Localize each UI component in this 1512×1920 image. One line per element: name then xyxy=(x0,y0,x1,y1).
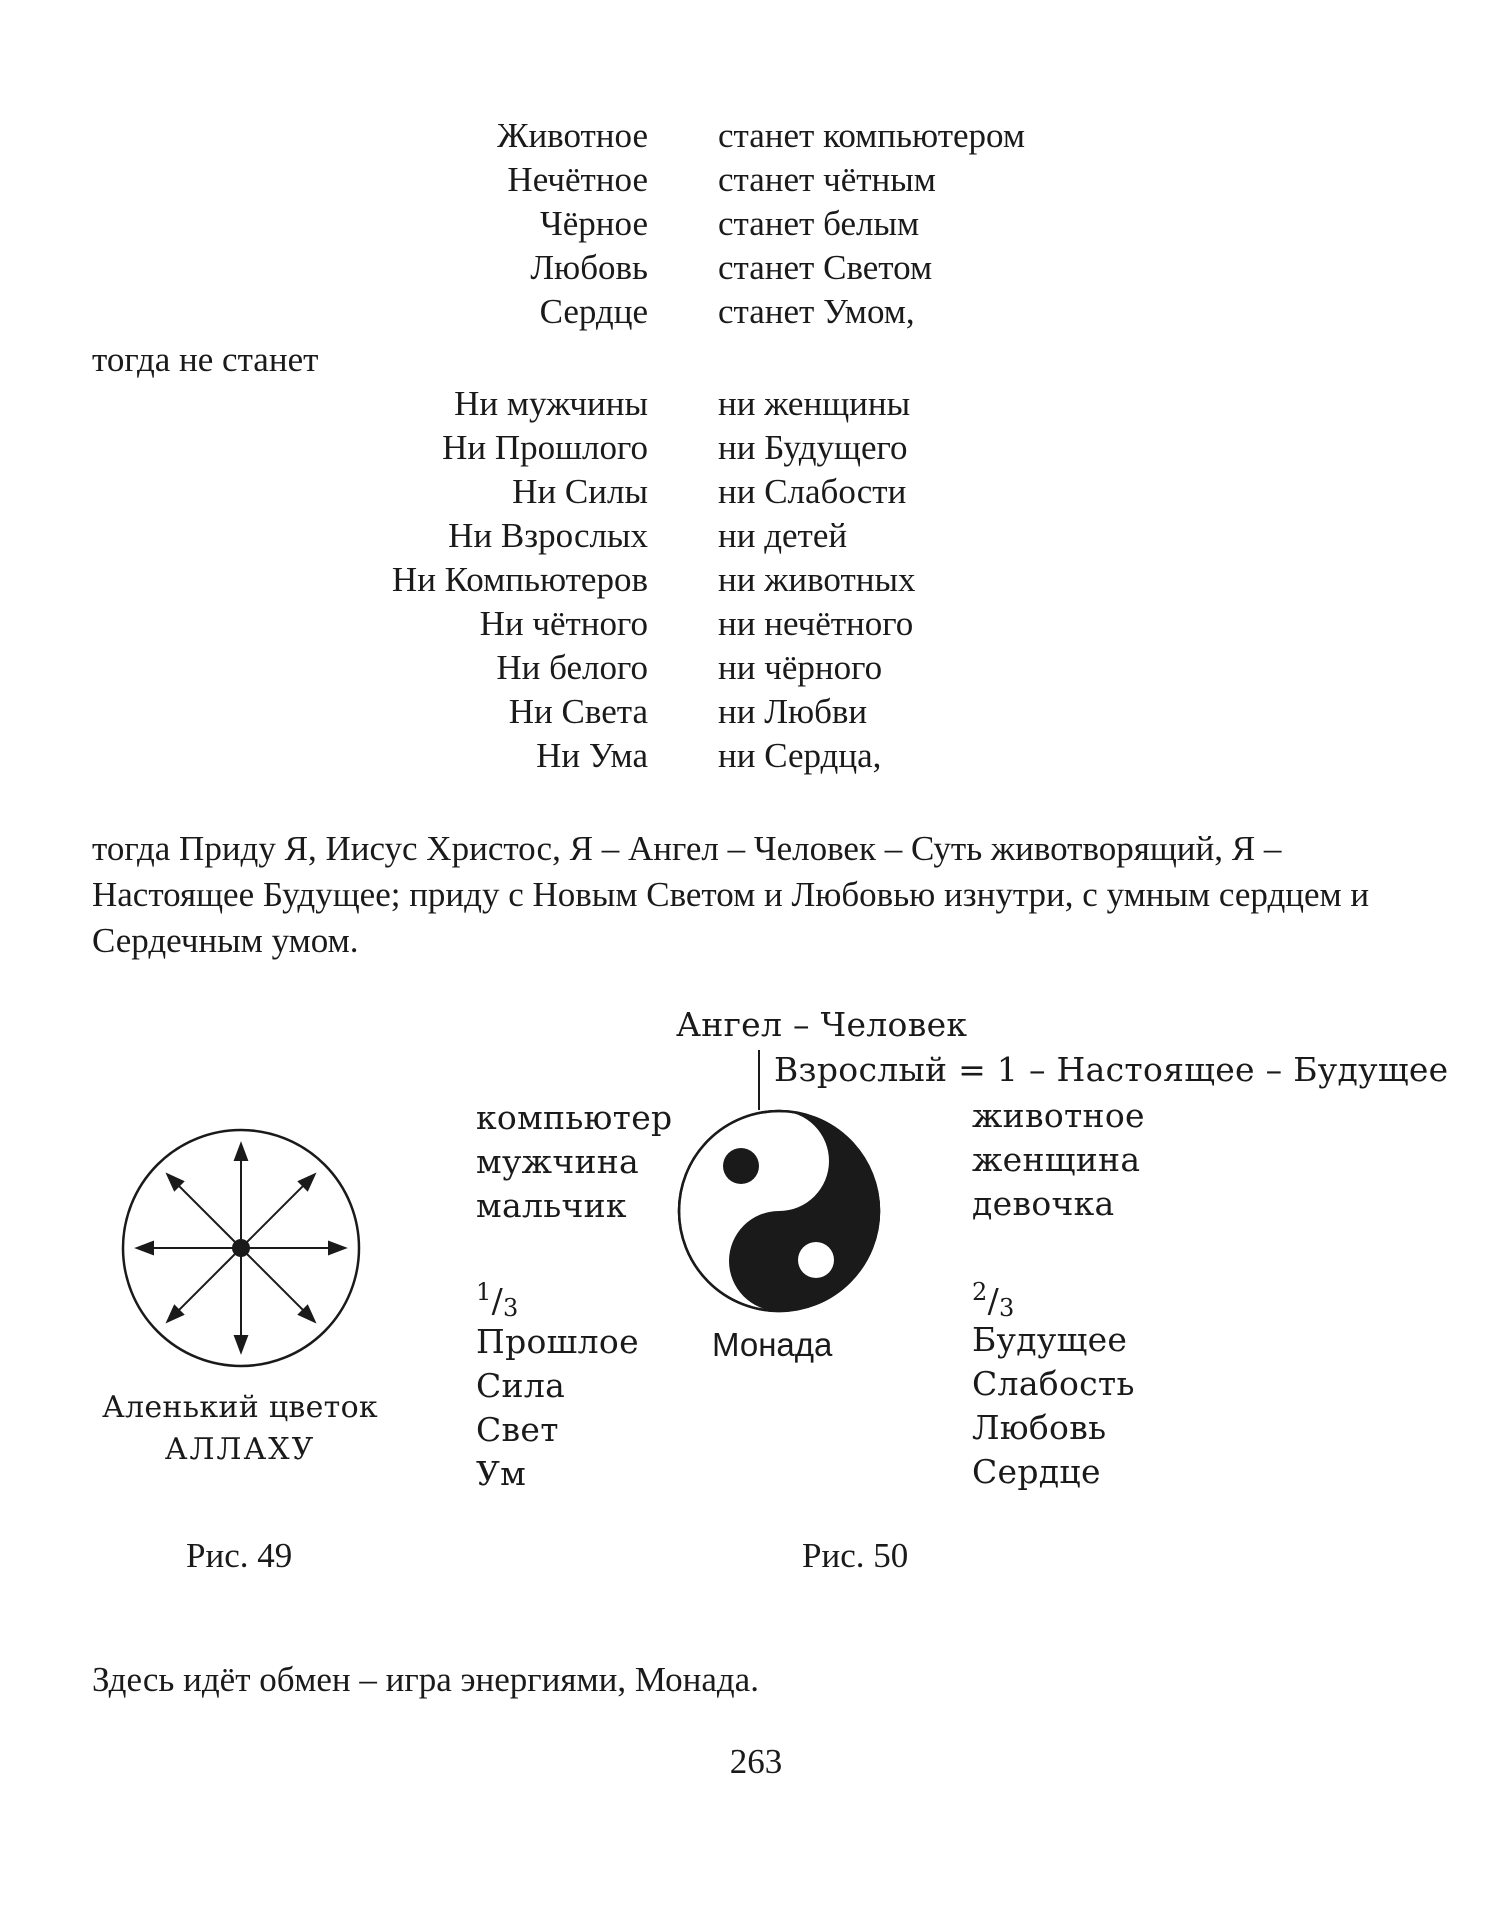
left-word: компьютер xyxy=(476,1098,673,1137)
poem-left-text: Ни Компьютеров xyxy=(391,560,648,599)
poem-row-right xyxy=(718,382,1418,426)
poem-left-text: Ни мужчины xyxy=(454,384,648,423)
figure50-center-label: Монада xyxy=(712,1326,833,1363)
poem-row-left xyxy=(0,646,648,690)
arrow-head-icon xyxy=(235,1336,247,1352)
page-number: 263 xyxy=(729,1742,783,1781)
left-list-item: Сила xyxy=(476,1366,566,1405)
poem-row-left xyxy=(0,426,648,470)
right-fraction: $^2/_3$ xyxy=(972,1278,1015,1322)
poem-row-left xyxy=(0,734,648,778)
poem-right-text: ни Слабости xyxy=(718,472,907,511)
arrow-head-icon xyxy=(235,1144,247,1160)
poem-right-text: ни чёрного xyxy=(718,648,883,687)
scarlet-flower-diagram xyxy=(118,1125,364,1371)
right-list-item: Сердце xyxy=(972,1452,1101,1491)
left-list-item: Прошлое xyxy=(476,1322,639,1361)
poem-row-left xyxy=(0,514,648,558)
figure49-caption-line1: Аленький цветок xyxy=(102,1390,378,1425)
poem-left-text: Сердце xyxy=(539,292,648,331)
left-word: мужчина xyxy=(476,1142,640,1181)
poem-right-text: станет Светом xyxy=(718,248,933,287)
poem-left-text: Ни Взрослых xyxy=(448,516,648,555)
right-word: девочка xyxy=(972,1184,1115,1223)
right-list-item: Слабость xyxy=(972,1364,1135,1403)
poem-row-right xyxy=(718,246,1418,290)
poem-row-left xyxy=(0,290,648,334)
poem-row-right xyxy=(718,426,1418,470)
poem-row-left xyxy=(0,690,648,734)
right-list-item: Будущее xyxy=(972,1320,1128,1359)
poem-row-right xyxy=(718,470,1418,514)
figure50-top-label: Ангел – Человек xyxy=(676,1005,968,1044)
poem-left-text: Чёрное xyxy=(540,204,648,243)
poem-row-left xyxy=(0,558,648,602)
poem-row-right xyxy=(718,734,1418,778)
poem-row-left xyxy=(0,246,648,290)
left-list-item: Свет xyxy=(476,1410,559,1449)
poem-left-text: Нечётное xyxy=(507,160,648,199)
poem-right-text: станет белым xyxy=(718,204,920,243)
right-word: женщина xyxy=(972,1140,1141,1179)
figure50-left-list xyxy=(476,1320,639,1496)
poem-row-right xyxy=(718,646,1418,690)
arrow-head-icon xyxy=(329,1242,345,1254)
poem-right-text: ни детей xyxy=(718,516,848,555)
poem-left-text: Ни Света xyxy=(508,692,648,731)
poem-left-text: Любовь xyxy=(530,248,648,287)
poem-right-text: станет Умом, xyxy=(718,292,915,331)
poem-row-left xyxy=(0,382,648,426)
paragraph-main: тогда Приду Я, Иисус Христос, Я – Ангел – Человек – Суть животворящий, Я – Настоящее Будущее; приду с Новым Светом и Любовью изнутри, с умным сердцем и Сердечным умом. xyxy=(92,829,1370,960)
right-fraction-num: 2 xyxy=(972,1278,988,1306)
left-word: мальчик xyxy=(476,1186,627,1225)
left-fraction-num: 1 xyxy=(476,1278,492,1306)
poem-transition: тогда не станет xyxy=(92,340,319,379)
poem-row-left xyxy=(0,602,648,646)
poem-row-left xyxy=(0,470,648,514)
poem-left-text: Ни белого xyxy=(496,648,648,687)
right-word: животное xyxy=(972,1096,1145,1135)
poem-row-left xyxy=(0,202,648,246)
figure50-second-label: Взрослый = 1 – Настоящее – Будущее xyxy=(774,1050,1449,1089)
poem-left-text: Ни Силы xyxy=(512,472,648,511)
arrow-head-icon xyxy=(137,1242,153,1254)
poem-left-text: Животное xyxy=(497,116,648,155)
poem-row-left xyxy=(0,158,648,202)
figure50-connector-line xyxy=(758,1050,760,1110)
poem-right-text: ни Сердца, xyxy=(718,736,882,775)
paragraph-exchange: Здесь идёт обмен – игра энергиями, Монада. xyxy=(92,1660,759,1699)
left-fraction: $^1/_3$ xyxy=(476,1278,519,1322)
poem-row-right xyxy=(718,602,1418,646)
left-list-item: Ум xyxy=(476,1454,527,1493)
poem-left-text: Ни чётного xyxy=(479,604,648,643)
figure49-caption-line2: АЛЛАХУ xyxy=(164,1432,316,1467)
poem-right-text: ни женщины xyxy=(718,384,911,423)
poem-row-right xyxy=(718,690,1418,734)
figure50-right-list xyxy=(972,1318,1135,1494)
poem-row-left xyxy=(0,114,648,158)
figure50-left-words xyxy=(476,1096,672,1228)
poem-row-right xyxy=(718,290,1418,334)
figure50-right-words xyxy=(972,1094,1145,1226)
poem-left-text: Ни Ума xyxy=(536,736,648,775)
poem-left-text: Ни Прошлого xyxy=(442,428,648,467)
poem-right-text: ни нечётного xyxy=(718,604,914,643)
poem-right-text: станет компьютером xyxy=(718,116,1026,155)
poem-right-text: ни животных xyxy=(718,560,916,599)
left-fraction-den: 3 xyxy=(503,1294,519,1322)
poem-row-right xyxy=(718,558,1418,602)
poem-row-right xyxy=(718,514,1418,558)
poem-right-text: ни Будущего xyxy=(718,428,908,467)
poem-row-right xyxy=(718,114,1418,158)
poem-right-text: ни Любви xyxy=(718,692,868,731)
poem-row-right xyxy=(718,158,1418,202)
poem-right-text: станет чётным xyxy=(718,160,936,199)
figure50-label: Рис. 50 xyxy=(802,1536,909,1575)
figure49-label: Рис. 49 xyxy=(186,1536,293,1575)
right-list-item: Любовь xyxy=(972,1408,1107,1447)
poem-row-right xyxy=(718,202,1418,246)
right-fraction-den: 3 xyxy=(999,1294,1015,1322)
yin-yang-monad-icon xyxy=(676,1108,882,1314)
